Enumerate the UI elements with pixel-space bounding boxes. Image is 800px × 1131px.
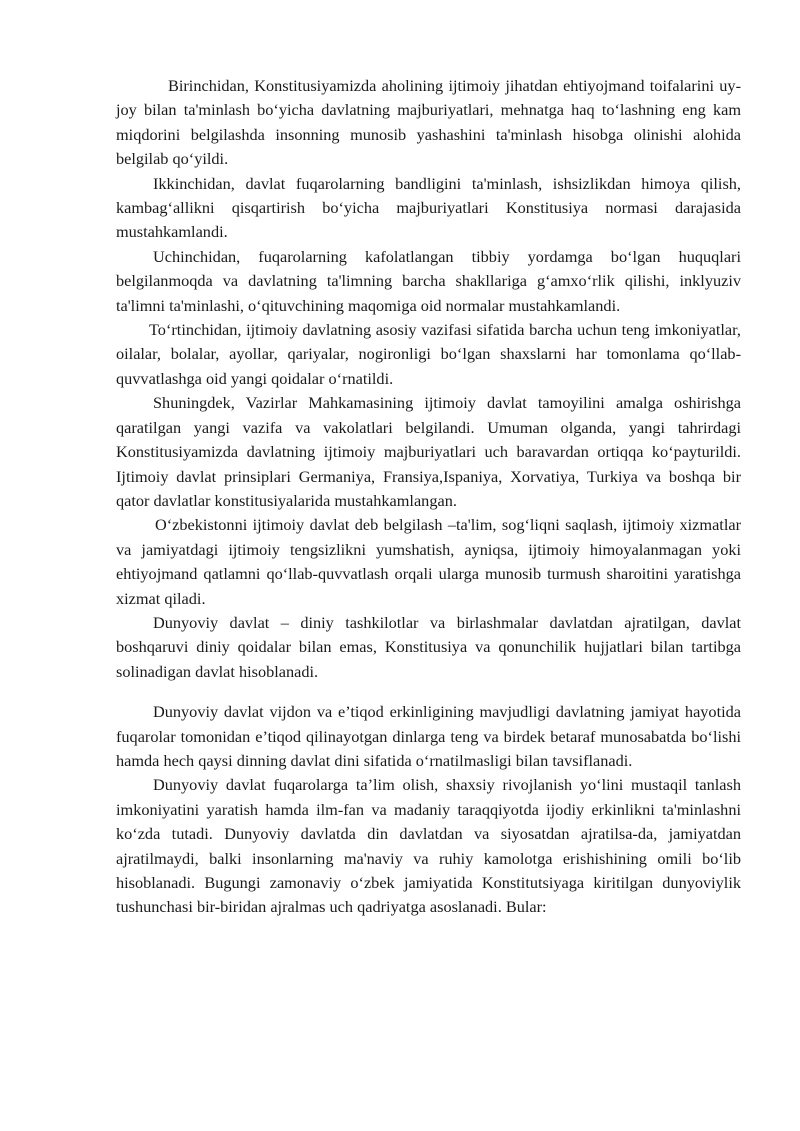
paragraph-tortinchidan: To‘rtinchidan, ijtimoiy davlatning asosiy vazifasi sifatida barcha uchun teng imkoniyatlar, oilalar, bolalar, ayollar, qariyalar, nogironligi bo‘lgan shaxslarni har tomonlama qo‘llab-quvvatlashga oid yangi qoidalar o‘rnatildi. — [116, 320, 741, 388]
paragraph-gap — [116, 684, 741, 700]
paragraph-uchinchidan: Uchinchidan, fuqarolarning kafolatlangan tibbiy yordamga bo‘lgan huquqlari belgilanmoqda va davlatning ta'limning barcha shakllariga g‘amxo‘rlik qilishi, inklyuziv ta'limni ta'minlashi, o‘qituvchining maqomiga oid normalar mustahkamlandi. — [116, 246, 741, 315]
paragraph-shuningdek: Shuningdek, Vazirlar Mahkamasining ijtimoiy davlat tamoyilini amalga oshirishga qaratilgan yangi vazifa va vakolatlari belgilandi. Umuman olganda, yangi tahrirdagi Konstitusiyamizda davlatning ijtimoiy majburiyatlari uch baravardan ortiqqa ko‘payturildi. Ijtimoiy davlat prinsiplari Germaniya, Fransiya,Ispaniya, Xorvatiya, Turkiya va boshqa bir qator davlatlar konstitusiyalarida mustahkamlangan. — [116, 393, 741, 510]
paragraph-dunyoviy-davlat-definition: Dunyoviy davlat – diniy tashkilotlar va birlashmalar davlatdan ajratilgan, davlat boshqaruvi diniy qoidalar bilan emas, Konstitusiya va qonunchilik hujjatlari bilan tartibga solinadigan davlat hisoblanadi. — [116, 612, 741, 681]
paragraph-dunyoviy-talim: Dunyoviy davlat fuqarolarga ta’lim olish, shaxsiy rivojlanish yo‘lini mustaqil tanlash imkoniyatini yaratish hamda ilm-fan va madaniy taraqqiyotda ijodiy erkinlikni ta'minlashni ko‘zda tutadi. Dunyoviy davlatda din davlatdan va siyosatdan ajratilsa-da, jamiyatdan ajratilmaydi, balki insonlarning ma'naviy va ruhiy kamolotga erishishining omili bo‘lib hisoblanadi. Bugungi zamonaviy o‘zbek jamiyatida Konstitutsiyaga kiritilgan dunyoviylik tushunchasi bir-biridan ajralmas uch qadriyatga asoslanadi. Bular: — [116, 775, 741, 917]
paragraph-birinchidan: Birinchidan, Konstitusiyamizda aholining ijtimoiy jihatdan ehtiyojmand toifalarini uy-joy bilan ta'minlash bo‘yicha davlatning majburiyatlari, mehnatga haq to‘lashning eng kam miqdorini belgilashda insonning munosib yashashini ta'minlash hisobga olinishi alohida belgilab qo‘yildi. — [116, 76, 741, 169]
paragraph-dunyoviy-vijdon: Dunyoviy davlat vijdon va e’tiqod erkinligining mavjudligi davlatning jamiyat hayotida fuqarolar tomonidan e’tiqod qilinayotgan dinlarga teng va birdek betaraf munosabatda bo‘lishi hamda hech qaysi dinning davlat dini sifatida o‘rnatilmasligi bilan tavsiflanadi. — [116, 702, 741, 770]
paragraph-ikkinchidan: Ikkinchidan, davlat fuqarolarning bandligini ta'minlash, ishsizlikdan himoya qilish, kambag‘allikni qisqartirish bo‘yicha majburiyatlari Konstitusiya normasi darajasida mustahkamlandi. — [116, 173, 741, 242]
paragraph-ozbekistonni: O‘zbekistonni ijtimoiy davlat deb belgilash –ta'lim, sog‘liqni saqlash, ijtimoiy xizmatlar va jamiyatdagi ijtimoiy tengsizlikni yumshatish, ayniqsa, ijtimoiy himoyalanmagan yoki ehtiyojmand qatlamni qo‘llab-quvvatlash orqali ularga munosib turmush sharoitini yaratishga xizmat qiladi. — [116, 515, 741, 608]
document-page — [116, 74, 741, 920]
